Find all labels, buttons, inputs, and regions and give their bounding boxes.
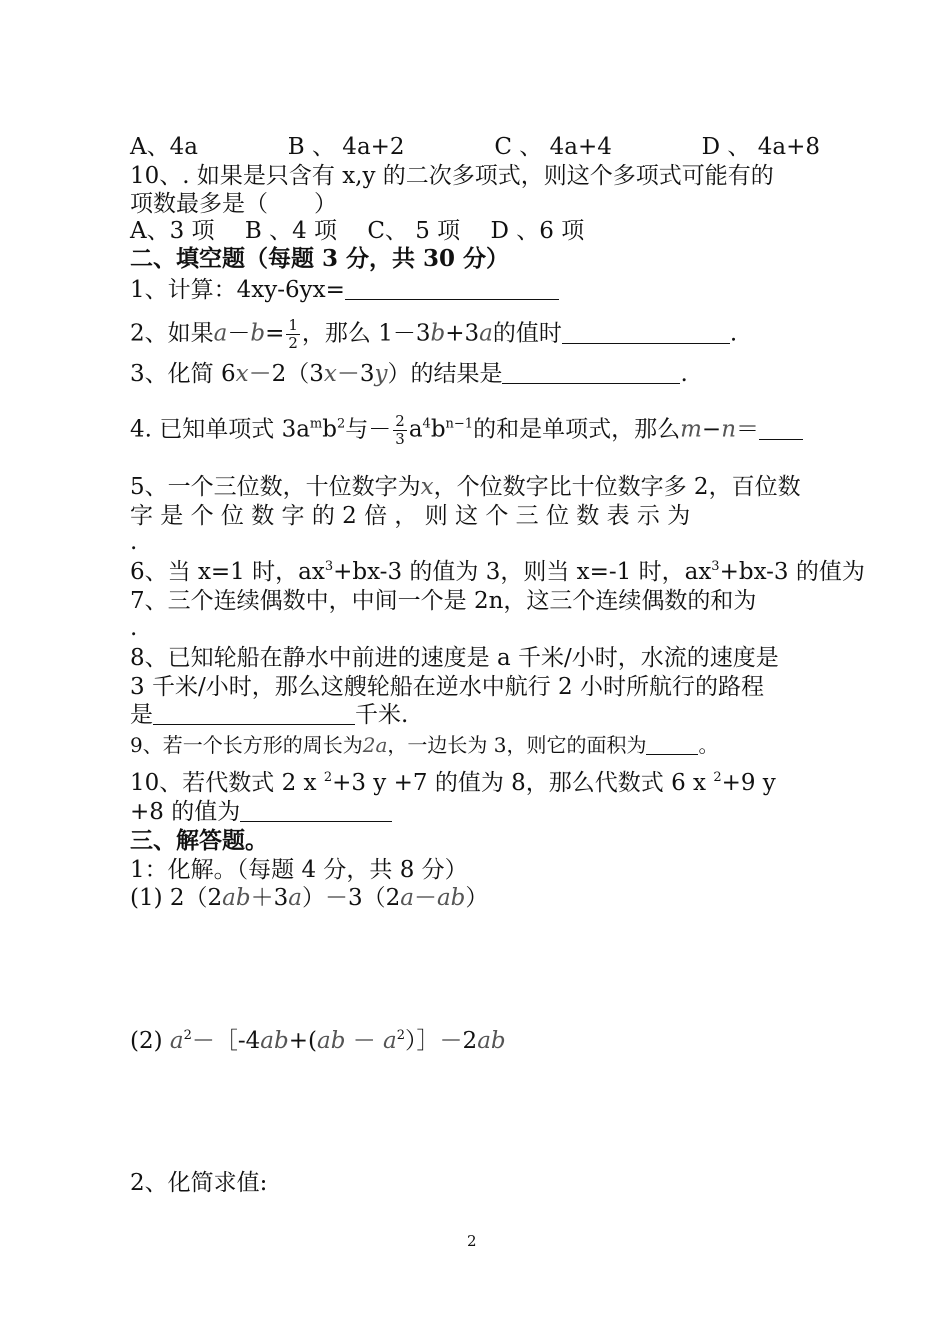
section2-title: 二、填空题（每题 3 分，共 30 分） — [130, 245, 510, 272]
fraction-one-half: $\frac{1}{2}$ — [288, 316, 298, 352]
fill-q8-line2: 3 千米/小时，那么这艘轮船在逆水中航行 2 小时所航行的路程 — [130, 674, 764, 700]
answer-blank — [345, 277, 559, 300]
solve-q1-title: 1：化解。（每题 4 分，共 8 分） — [130, 857, 468, 883]
page-number: 2 — [467, 1232, 477, 1250]
answer-blank — [502, 361, 680, 384]
fill-q8-line3: 是 千米. — [130, 702, 409, 728]
option-d: D 、 4a+8 — [701, 134, 820, 160]
fill-q8-line1: 8、已知轮船在静水中前进的速度是 a 千米/小时，水流的速度是 — [130, 645, 779, 671]
q10-line1: 10、. 如果是只含有 x,y 的二次多项式，则这个多项式可能有的 — [130, 163, 774, 189]
fill-q7-line1: 7、三个连续偶数中，中间一个是 2n，这三个连续偶数的和为 — [130, 588, 757, 614]
answer-blank — [240, 799, 392, 822]
section3-title: 三、解答题。 — [130, 827, 268, 854]
fill-q5-line1: 5、一个三位数，十位数字为x，个位数字比十位数字多 2，百位数 — [130, 474, 801, 500]
option-b: B 、 4a+2 — [287, 134, 405, 160]
answer-blank — [562, 321, 730, 344]
q10-line2: 项数最多是（ ） — [130, 191, 337, 217]
q9-options — [130, 132, 820, 162]
fill-q5-line2: 字 是 个 位 数 字 的 2 倍 ， 则 这 个 三 位 数 表 示 为 — [130, 503, 691, 529]
fill-q10-line2: +8 的值为 — [130, 797, 392, 827]
fill-q2: 2、如果a－b= $\frac{1}{2}$ ，那么 1－3b+3a的值时 . — [130, 316, 738, 352]
fraction-two-thirds: $\frac{2}{3}$ — [395, 412, 405, 448]
fill-q7-line2: . — [130, 615, 138, 641]
solve-q1-part2: (2) $a^2-[-4ab+(ab$ － $a^2)]-2ab$ — [130, 1028, 506, 1054]
q10-options: A、3 项 B 、4 项 C、 5 项 D 、6 项 — [130, 218, 585, 244]
fill-q10-line1: 10、若代数式 2 x $^2$+3 y +7 的值为 8，那么代数式 6 x $^2$+9 y — [130, 770, 776, 796]
solve-q2-title: 2、化简求值: — [130, 1170, 268, 1196]
answer-blank — [759, 417, 803, 440]
answer-blank — [646, 734, 698, 755]
fill-q9: 9、若一个长方形的周长为2a，一边长为 3，则它的面积为 。 — [130, 733, 719, 757]
solve-q1-part1: (1) 2（2ab＋3a）－3（2a－ab） — [130, 885, 489, 911]
fill-q1: 1、计算：4xy-6yx= — [130, 275, 559, 305]
fill-q5-line3: . — [130, 529, 138, 555]
option-a: A、4a — [130, 134, 198, 160]
fill-q4: 4. 已知单项式 $3a^mb^2$与－ $\frac{2}{3}$ $a^4b^{n-1}$的和是单项式，那么m−n＝ — [130, 413, 803, 448]
fill-q6: 6、当 x=1 时，$ax^3+bx-3$ 的值为 3，则当 x=-1 时，$ax^3+bx-3$ 的值为 — [130, 559, 865, 585]
fill-q3: 3、化简 6x－2（3x－3y）的结果是 . — [130, 361, 688, 387]
answer-blank — [153, 702, 355, 725]
option-c: C 、 4a+4 — [494, 134, 612, 160]
